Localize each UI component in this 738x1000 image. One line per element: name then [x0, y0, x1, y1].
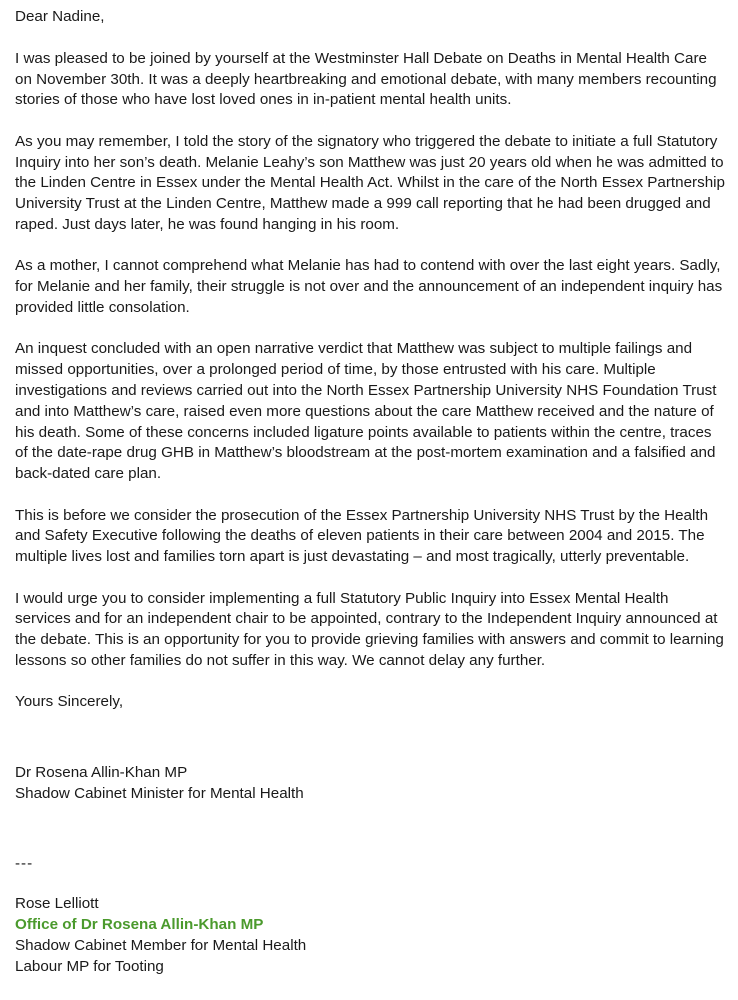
letter-closing: Yours Sincerely,	[15, 693, 124, 711]
letter-body	[15, 7, 727, 978]
letter-paragraph-6: I would urge you to consider implementing a full Statutory Public Inquiry into Essex Mental Health services and for an independent chair to be appointed, contrary to the Independent Inquiry announced at the debate. This is an opportunity for you to provide grieving families with answers and commit to learning lessons so other families do not suffer in this way. We cannot delay any further.	[15, 589, 724, 669]
letter-paragraph-2: As you may remember, I told the story of the signatory who triggered the debate to initiate a full Statutory Inquiry into her son’s death. Melanie Leahy’s son Matthew was just 20 years old when he was admitted to the Linden Centre in Essex under the Mental Health Act. Whilst in the care of the North Essex Partnership University Trust at the Linden Centre, Matthew made a 999 call reporting that he had been drugged and raped. Just days later, he was found hanging in his room.	[15, 132, 725, 233]
letter-paragraph-4: An inquest concluded with an open narrative verdict that Matthew was subject to multiple failings and missed opportunities, over a prolonged period of time, by those entrusted with his care. Multiple investigations and reviews carried out into the North Essex Partnership University NHS Foundation Trust and into Matthew’s care, raised even more questions about the care Matthew received and the nature of his death. Some of these concerns included ligature points available to patients within the centre, traces of the date-rape drug GHB in Matthew’s bloodstream at the post-mortem examination and a falsified and back-dated care plan.	[15, 340, 717, 483]
letter-paragraph-1: I was pleased to be joined by yourself at the Westminster Hall Debate on Deaths in Mental Health Care on November 30th. It was a deeply heartbreaking and emotional debate, with many members recounting stories of those who have lost loved ones in in-patient mental health units.	[15, 49, 717, 109]
letter-greeting: Dear Nadine,	[15, 8, 105, 25]
letter-paragraph-3: As a mother, I cannot comprehend what Melanie has had to contend with over the last eight years. Sadly, for Melanie and her family, their struggle is not over and the announcement of an independent inquiry has provided little consolation.	[15, 257, 723, 316]
signature-role: Shadow Cabinet Minister for Mental Health	[15, 784, 304, 802]
signature-block	[15, 763, 727, 805]
separator: ---	[15, 854, 34, 872]
footer-office: Office of Dr Rosena Allin-Khan MP	[15, 916, 264, 934]
signature-name: Dr Rosena Allin-Khan MP	[15, 764, 188, 782]
footer-line-2: Labour MP for Tooting	[15, 957, 164, 975]
footer-sender: Rose Lelliott	[15, 895, 99, 913]
email-footer	[15, 894, 727, 977]
letter-paragraph-5: This is before we consider the prosecution of the Essex Partnership University NHS Trust by the Health and Safety Executive following the deaths of eleven patients in their care between 2004 and 2015. The multiple lives lost and families torn apart is just devastating – and most tragically, utterly preventable.	[15, 506, 709, 566]
footer-line-1: Shadow Cabinet Member for Mental Health	[15, 937, 307, 955]
